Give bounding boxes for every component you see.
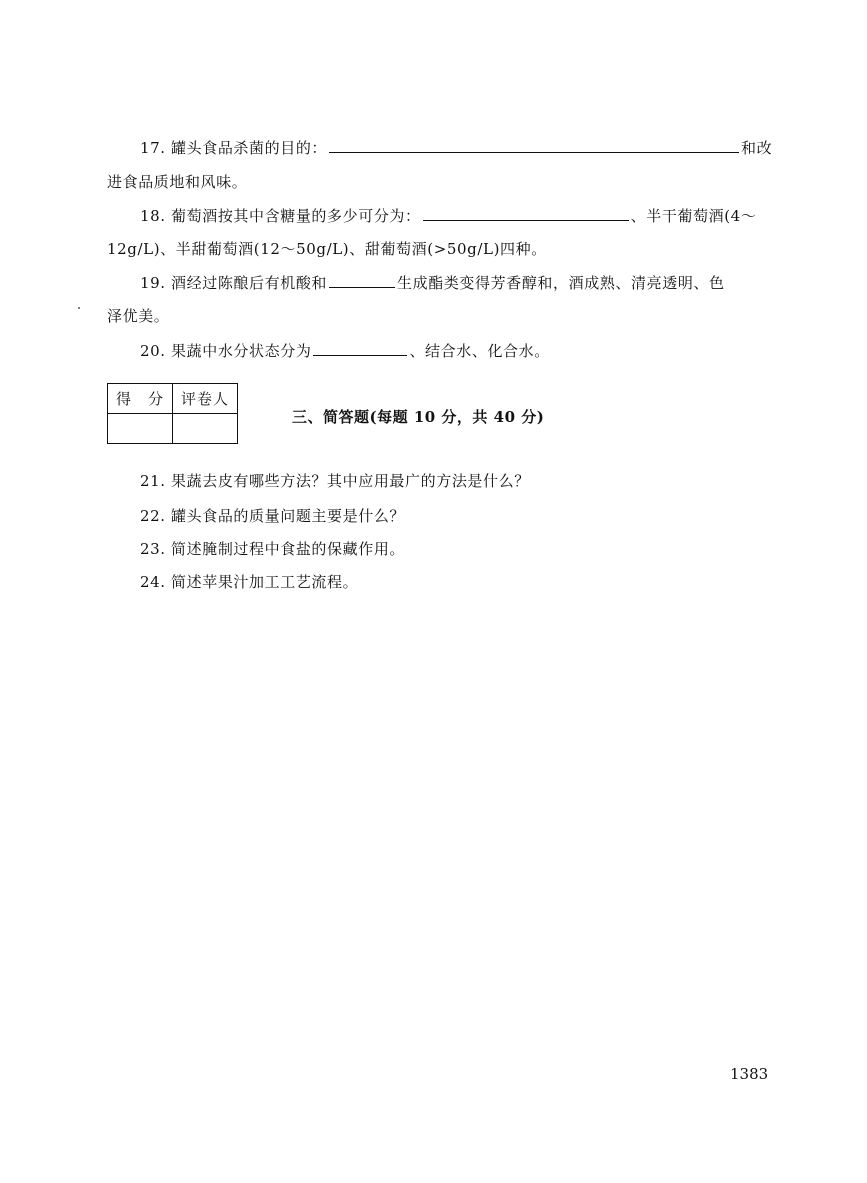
question-24: 24. 简述苹果汁加工工艺流程。 xyxy=(140,573,359,591)
question-19-tail: 生成酯类变得芳香醇和，酒成熟、清亮透明、色 xyxy=(397,274,725,292)
score-table xyxy=(107,383,238,444)
question-21: 21. 果蔬去皮有哪些方法？其中应用最广的方法是什么？ xyxy=(140,472,530,490)
question-19-text: 19. 酒经过陈酿后有机酸和 xyxy=(140,274,328,292)
section-title: 三、简答题(每题 10 分，共 40 分) xyxy=(292,408,545,426)
page-number: 1383 xyxy=(730,1065,769,1083)
answer-blank xyxy=(423,205,629,221)
question-17-text: 17. 罐头食品杀菌的目的： xyxy=(140,139,328,157)
question-17-continuation: 进食品质地和风味。 xyxy=(107,173,248,191)
score-header: 得 分 xyxy=(108,384,173,414)
question-19-continuation: 泽优美。 xyxy=(107,307,170,325)
question-17-tail: 和改 xyxy=(741,139,773,157)
scan-speck xyxy=(78,307,80,309)
question-17 xyxy=(140,137,772,158)
answer-blank xyxy=(313,340,407,356)
answer-blank xyxy=(329,137,739,153)
grader-header: 评卷人 xyxy=(173,384,238,414)
question-20-text: 20. 果蔬中水分状态分为 xyxy=(140,342,312,360)
question-18 xyxy=(140,205,756,226)
question-20 xyxy=(140,340,550,361)
question-18-text: 18. 葡萄酒按其中含糖量的多少可分为： xyxy=(140,207,421,225)
question-18-tail: 、半干葡萄酒(4～ xyxy=(630,207,757,225)
question-23: 23. 简述腌制过程中食盐的保藏作用。 xyxy=(140,540,406,558)
question-20-tail: 、结合水、化合水。 xyxy=(409,342,550,360)
grader-cell xyxy=(173,414,238,444)
question-18-continuation: 12g/L)、半甜葡萄酒(12～50g/L)、甜葡萄酒(>50g/L)四种。 xyxy=(107,240,547,258)
question-19 xyxy=(140,272,725,293)
question-22: 22. 罐头食品的质量问题主要是什么？ xyxy=(140,507,406,525)
answer-blank xyxy=(329,272,395,288)
score-cell xyxy=(108,414,173,444)
